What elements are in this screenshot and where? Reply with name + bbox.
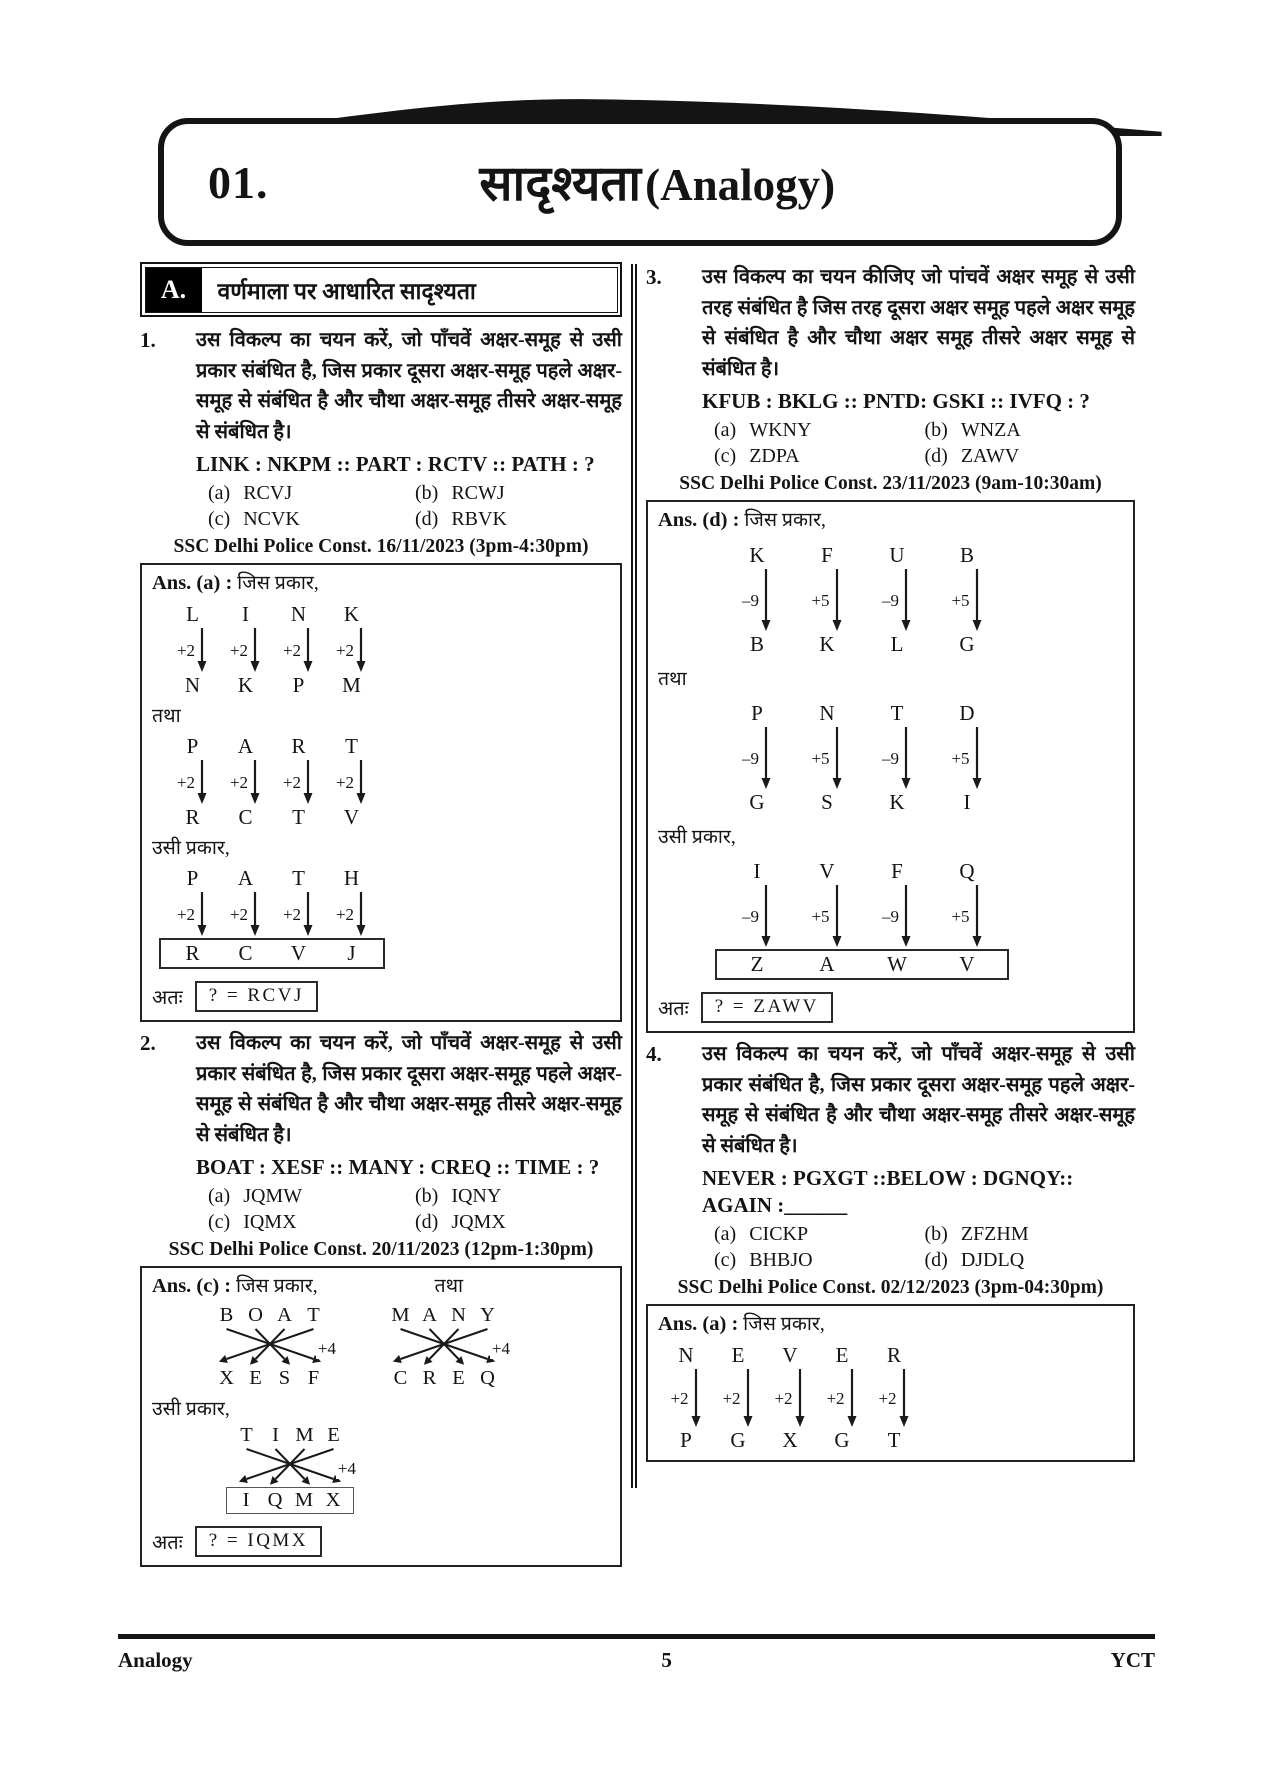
bottom-letter: L — [890, 632, 904, 656]
options-grid — [702, 1219, 1135, 1273]
top-letter: K — [343, 602, 360, 626]
shift-label: +2 — [722, 1388, 741, 1408]
question-1 — [140, 325, 622, 1022]
conclusion-prefix: अतः — [152, 987, 183, 1009]
bottom-letter: X — [782, 1428, 798, 1452]
bottom-letter: R — [422, 1367, 437, 1389]
top-letter: A — [422, 1304, 437, 1326]
bottom-letter: C — [393, 1367, 408, 1389]
bottom-letter: A — [819, 952, 835, 976]
shift-label: +2 — [335, 904, 355, 924]
top-letter: P — [186, 734, 199, 758]
letter-shift-diagram — [166, 735, 378, 829]
top-letter: Y — [480, 1304, 495, 1326]
bottom-letter: E — [452, 1367, 465, 1389]
top-letter: T — [307, 1304, 320, 1326]
shift-label: +5 — [811, 748, 830, 768]
shift-label: –9 — [742, 906, 759, 926]
cross-diagram-wrap — [232, 1424, 354, 1514]
shift-label: +2 — [229, 904, 249, 924]
question-number: 3. — [646, 265, 662, 289]
down-arrow-icon — [764, 1369, 816, 1427]
down-arrow-icon — [816, 1369, 868, 1427]
analogy-line: LINK : NKPM :: PART : RCTV :: PATH : ? — [196, 452, 595, 476]
chapter-title-box — [158, 118, 1122, 246]
shift-label: –9 — [882, 906, 899, 926]
shift-label: +2 — [176, 772, 196, 792]
top-letter: E — [835, 1343, 849, 1367]
result-value: ? = IQMX — [195, 1526, 322, 1557]
conclusion-prefix: अतः — [658, 998, 689, 1020]
letter-shift-diagram — [660, 1344, 920, 1452]
top-letter: N — [290, 602, 307, 626]
connector-text: उसी प्रकार, — [152, 838, 230, 859]
shift-label: –9 — [742, 748, 759, 768]
bottom-letter: I — [963, 790, 971, 814]
letter-shift-diagram — [722, 544, 1002, 656]
section-title: वर्णमाला पर आधारित सादृश्यता — [217, 278, 476, 304]
letter-reverse-diagram — [386, 1304, 510, 1390]
bottom-letter: Q — [480, 1367, 495, 1389]
option-d: (d) JQMX — [415, 1211, 506, 1233]
down-arrow-icon — [325, 760, 378, 804]
down-arrow-icon — [792, 885, 862, 947]
option-b: (b) IQNY — [415, 1185, 502, 1207]
bottom-letter: V — [290, 941, 307, 965]
bottom-letter: V — [959, 952, 975, 976]
top-letter: O — [248, 1304, 263, 1326]
left-column — [140, 262, 622, 1554]
connector-text: तथा — [658, 669, 687, 690]
down-arrow-icon — [722, 727, 792, 789]
bottom-letter: C — [238, 805, 253, 829]
shift-label: +2 — [282, 904, 302, 924]
down-arrow-icon — [166, 628, 219, 672]
top-letter: L — [186, 602, 199, 626]
shift-label: +5 — [951, 906, 970, 926]
answer-intro: जिस प्रकार, — [743, 1314, 825, 1335]
conclusion-row — [152, 981, 610, 1012]
bottom-letter: X — [219, 1367, 234, 1389]
cross-diagram-row — [212, 1304, 610, 1390]
answer-also-label: तथा — [434, 1276, 464, 1297]
bottom-letter: R — [185, 805, 200, 829]
option-c: (c) BHBJO — [714, 1249, 813, 1271]
bottom-letter: E — [249, 1367, 262, 1389]
down-arrow-icon — [868, 1369, 920, 1427]
result-value: ? = RCVJ — [195, 981, 318, 1012]
top-letter: V — [819, 859, 835, 883]
option-a: (a) WKNY — [714, 419, 812, 441]
answer-label: Ans. (a) : — [152, 572, 233, 594]
question-number: 4. — [646, 1042, 662, 1066]
footer-page-number: 5 — [661, 1648, 672, 1672]
top-letter: N — [819, 701, 835, 725]
option-b: (b) WNZA — [924, 419, 1021, 441]
section-a-header-inner — [145, 267, 618, 313]
top-letter: H — [343, 866, 360, 890]
shift-label: +2 — [176, 640, 196, 660]
answer-diagrams — [152, 603, 610, 1012]
top-letter: I — [272, 1424, 279, 1446]
bottom-letter: V — [343, 805, 360, 829]
down-arrow-icon — [792, 727, 862, 789]
exam-source-line: SSC Delhi Police Const. 20/11/2023 (12pm-1:30pm) — [168, 1239, 594, 1260]
column-divider — [631, 264, 637, 1488]
shift-label: –9 — [882, 590, 899, 610]
shift-label: +2 — [176, 904, 196, 924]
down-arrow-icon — [722, 885, 792, 947]
options-grid — [196, 478, 622, 532]
bottom-letter: Q — [267, 1489, 283, 1511]
top-letter: U — [889, 543, 905, 567]
answer-intro: जिस प्रकार, — [744, 510, 826, 531]
section-badge: A. — [146, 268, 202, 312]
right-column — [646, 262, 1135, 1488]
option-a: (a) JQMW — [208, 1185, 303, 1207]
options-grid — [702, 415, 1135, 469]
shift-label: +5 — [811, 590, 830, 610]
answer-intro: जिस प्रकार, — [236, 1276, 318, 1297]
shift-label: +2 — [774, 1388, 793, 1408]
shift-label: +5 — [951, 748, 970, 768]
question-number: 2. — [140, 1031, 156, 1055]
shift-label: +4 — [491, 1339, 510, 1358]
answer-box-1 — [140, 563, 622, 1022]
top-letter: A — [237, 734, 254, 758]
answer-label: Ans. (d) : — [658, 509, 740, 531]
top-letter: T — [345, 734, 358, 758]
question-number: 1. — [140, 328, 156, 352]
letter-reverse-diagram — [232, 1424, 354, 1514]
top-letter: P — [186, 866, 199, 890]
option-d: (d) ZAWV — [924, 445, 1020, 467]
down-arrow-icon — [325, 892, 378, 936]
down-arrow-icon — [660, 1369, 712, 1427]
exam-source-line: SSC Delhi Police Const. 16/11/2023 (3pm-4:30pm) — [173, 536, 589, 557]
footer-publisher: YCT — [1110, 1648, 1155, 1672]
chapter-title-english: (Analogy) — [645, 160, 836, 210]
bottom-letter: G — [834, 1428, 850, 1452]
answer-diagrams — [152, 1304, 610, 1557]
shift-label: +2 — [335, 640, 355, 660]
top-letter: I — [242, 602, 249, 626]
top-letter: N — [678, 1343, 694, 1367]
answer-box-4 — [646, 1304, 1135, 1462]
bottom-letter: W — [887, 952, 907, 976]
bottom-letter: K — [889, 790, 905, 814]
question-3 — [646, 262, 1135, 1033]
answer-box-3 — [646, 500, 1135, 1033]
down-arrow-icon — [792, 569, 862, 631]
top-letter: V — [782, 1343, 798, 1367]
bottom-letter: G — [749, 790, 765, 814]
connector-text: तथा — [152, 706, 181, 727]
answer-diagrams — [658, 544, 1123, 1023]
chapter-number: 01. — [208, 156, 269, 208]
shift-label: +2 — [335, 772, 355, 792]
top-letter: D — [959, 701, 975, 725]
top-letter: Q — [959, 859, 975, 883]
bottom-letter: G — [959, 632, 975, 656]
letter-reverse-diagram — [212, 1304, 336, 1390]
bottom-letter: S — [821, 790, 833, 814]
bottom-letter: Z — [750, 952, 764, 976]
bottom-letter: M — [294, 1489, 314, 1511]
down-arrow-icon — [166, 760, 219, 804]
section-a-header — [140, 262, 622, 317]
down-arrow-icon — [272, 892, 325, 936]
answer-heading — [658, 507, 1123, 534]
down-arrow-icon — [219, 760, 272, 804]
top-letter: A — [237, 866, 254, 890]
top-letter: P — [751, 701, 763, 725]
option-a: (a) CICKP — [714, 1223, 809, 1245]
bottom-letter: P — [680, 1428, 692, 1452]
shift-label: +2 — [282, 640, 302, 660]
analogy-line: BOAT : XESF :: MANY : CREQ :: TIME : ? — [196, 1155, 600, 1179]
question-4 — [646, 1039, 1135, 1462]
shift-label: –9 — [742, 590, 759, 610]
bottom-letter: N — [184, 673, 201, 697]
option-a: (a) RCVJ — [208, 482, 293, 504]
down-arrow-icon — [862, 885, 932, 947]
connector-text: उसी प्रकार, — [152, 1399, 230, 1420]
page-footer — [118, 1634, 1155, 1673]
down-arrow-icon — [932, 727, 1002, 789]
chapter-title-hindi: सादृश्यता — [479, 156, 642, 211]
top-letter: B — [219, 1304, 234, 1326]
shift-label: +5 — [811, 906, 830, 926]
shift-label: +4 — [337, 1459, 356, 1478]
bottom-letter: P — [292, 673, 305, 697]
bottom-letter: K — [237, 673, 254, 697]
top-letter: B — [959, 543, 974, 567]
footer-book-title: Analogy — [118, 1648, 193, 1672]
top-letter: I — [753, 859, 761, 883]
top-letter: N — [451, 1304, 466, 1326]
bottom-letter: R — [185, 941, 200, 965]
shift-label: +2 — [878, 1388, 897, 1408]
down-arrow-icon — [712, 1369, 764, 1427]
down-arrow-icon — [722, 569, 792, 631]
question-text: उस विकल्प का चयन करें, जो पाँचवें अक्षर-समूह से उसी प्रकार संबंधित है, जिस प्रकार दूसरा अक्षर-समूह पहले अक्षर-समूह से संबंधित है और चौथा अक्षर-समूह तीसरे अक्षर-समूह से संबंधित है। — [196, 329, 622, 443]
bottom-letter: S — [278, 1367, 291, 1389]
shift-label: +5 — [951, 590, 970, 610]
bottom-letter: G — [730, 1428, 746, 1452]
book-page — [0, 118, 1275, 1768]
conclusion-prefix: अतः — [152, 1532, 183, 1554]
down-arrow-icon — [325, 628, 378, 672]
shift-label: +2 — [282, 772, 302, 792]
question-text: उस विकल्प का चयन कीजिए जो पांचवें अक्षर समूह से उसी तरह संबंधित है जिस तरह दूसरा अक्षर समूह पहले अक्षर समूह से संबंधित है और चौथा अक्षर समूह तीसरे अक्षर समूह से संबंधित है। — [702, 266, 1135, 380]
letter-shift-diagram — [722, 702, 1002, 814]
shift-label: +4 — [317, 1339, 336, 1358]
top-letter: F — [891, 859, 903, 883]
connector-text: उसी प्रकार, — [658, 827, 736, 848]
answer-label: Ans. (a) : — [658, 1313, 739, 1335]
down-arrow-icon — [932, 885, 1002, 947]
cross-arrows-icon — [212, 1327, 328, 1367]
option-b: (b) RCWJ — [415, 482, 505, 504]
shift-label: +2 — [229, 772, 249, 792]
answer-label: Ans. (c) : — [152, 1275, 232, 1297]
option-b: (b) ZFZHM — [924, 1223, 1029, 1245]
result-value: ? = ZAWV — [701, 992, 833, 1023]
answer-diagrams — [658, 1344, 1123, 1452]
question-text: उस विकल्प का चयन करें, जो पाँचवें अक्षर-समूह से उसी प्रकार संबंधित है, जिस प्रकार दूसरा अक्षर-समूह पहले अक्षर-समूह से संबंधित है और चौथा अक्षर-समूह तीसरे अक्षर-समूह से संबंधित है। — [196, 1032, 622, 1146]
option-c: (c) NCVK — [208, 508, 300, 530]
chapter-header — [158, 118, 1122, 246]
answer-heading — [152, 1273, 610, 1300]
answer-heading — [658, 1311, 1123, 1338]
bottom-letter: C — [238, 941, 253, 965]
top-letter: M — [391, 1304, 410, 1326]
letter-shift-diagram — [166, 867, 385, 969]
top-letter: E — [327, 1424, 340, 1446]
shift-label: +2 — [670, 1388, 689, 1408]
top-letter: T — [890, 701, 904, 725]
bottom-letter: M — [342, 673, 361, 697]
letter-shift-diagram — [722, 860, 1009, 980]
top-letter: R — [886, 1343, 901, 1367]
top-letter: T — [292, 866, 305, 890]
shift-label: +2 — [826, 1388, 845, 1408]
bottom-letter: J — [347, 941, 356, 965]
option-d: (d) RBVK — [415, 508, 507, 530]
chapter-title — [269, 149, 1047, 215]
bottom-letter: T — [887, 1428, 901, 1452]
down-arrow-icon — [219, 628, 272, 672]
bottom-letter: K — [819, 632, 835, 656]
down-arrow-icon — [862, 727, 932, 789]
cross-arrows-icon — [232, 1447, 348, 1487]
down-arrow-icon — [219, 892, 272, 936]
analogy-line: NEVER : PGXGT ::BELOW : DGNQY:: AGAIN :______ — [702, 1166, 1074, 1217]
down-arrow-icon — [166, 892, 219, 936]
letter-shift-diagram — [166, 603, 378, 697]
conclusion-row — [658, 992, 1123, 1023]
exam-source-line: SSC Delhi Police Const. 02/12/2023 (3pm-04:30pm) — [677, 1277, 1104, 1298]
cross-arrows-icon — [386, 1327, 502, 1367]
bottom-letter: T — [292, 805, 305, 829]
question-text: उस विकल्प का चयन करें, जो पाँचवें अक्षर-समूह से उसी प्रकार संबंधित है, जिस प्रकार दूसरा अक्षर-समूह पहले अक्षर-समूह से संबंधित है और चौथा अक्षर-समूह तीसरे अक्षर-समूह से संबंधित है। — [702, 1043, 1135, 1157]
down-arrow-icon — [272, 628, 325, 672]
down-arrow-icon — [272, 760, 325, 804]
top-letter: K — [749, 543, 765, 567]
bottom-letter: F — [307, 1367, 320, 1389]
bottom-letter: I — [242, 1489, 250, 1511]
answer-box-2 — [140, 1266, 622, 1567]
bottom-letter: X — [325, 1489, 341, 1511]
analogy-line: KFUB : BKLG :: PNTD: GSKI :: IVFQ : ? — [702, 389, 1090, 413]
option-c: (c) IQMX — [208, 1211, 297, 1233]
top-letter: M — [295, 1424, 314, 1446]
down-arrow-icon — [932, 569, 1002, 631]
option-c: (c) ZDPA — [714, 445, 800, 467]
top-letter: R — [291, 734, 306, 758]
question-2 — [140, 1028, 622, 1567]
two-column-layout — [140, 262, 1135, 1554]
answer-intro: जिस प्रकार, — [237, 573, 319, 594]
top-letter: A — [277, 1304, 292, 1326]
conclusion-row — [152, 1526, 610, 1557]
answer-heading — [152, 570, 610, 597]
shift-label: –9 — [882, 748, 899, 768]
bottom-letter: B — [749, 632, 764, 656]
exam-source-line: SSC Delhi Police Const. 23/11/2023 (9am-10:30am) — [679, 473, 1102, 494]
top-letter: E — [731, 1343, 745, 1367]
shift-label: +2 — [229, 640, 249, 660]
down-arrow-icon — [862, 569, 932, 631]
options-grid — [196, 1181, 622, 1235]
top-letter: T — [240, 1424, 253, 1446]
top-letter: F — [821, 543, 833, 567]
option-d: (d) DJDLQ — [924, 1249, 1025, 1271]
